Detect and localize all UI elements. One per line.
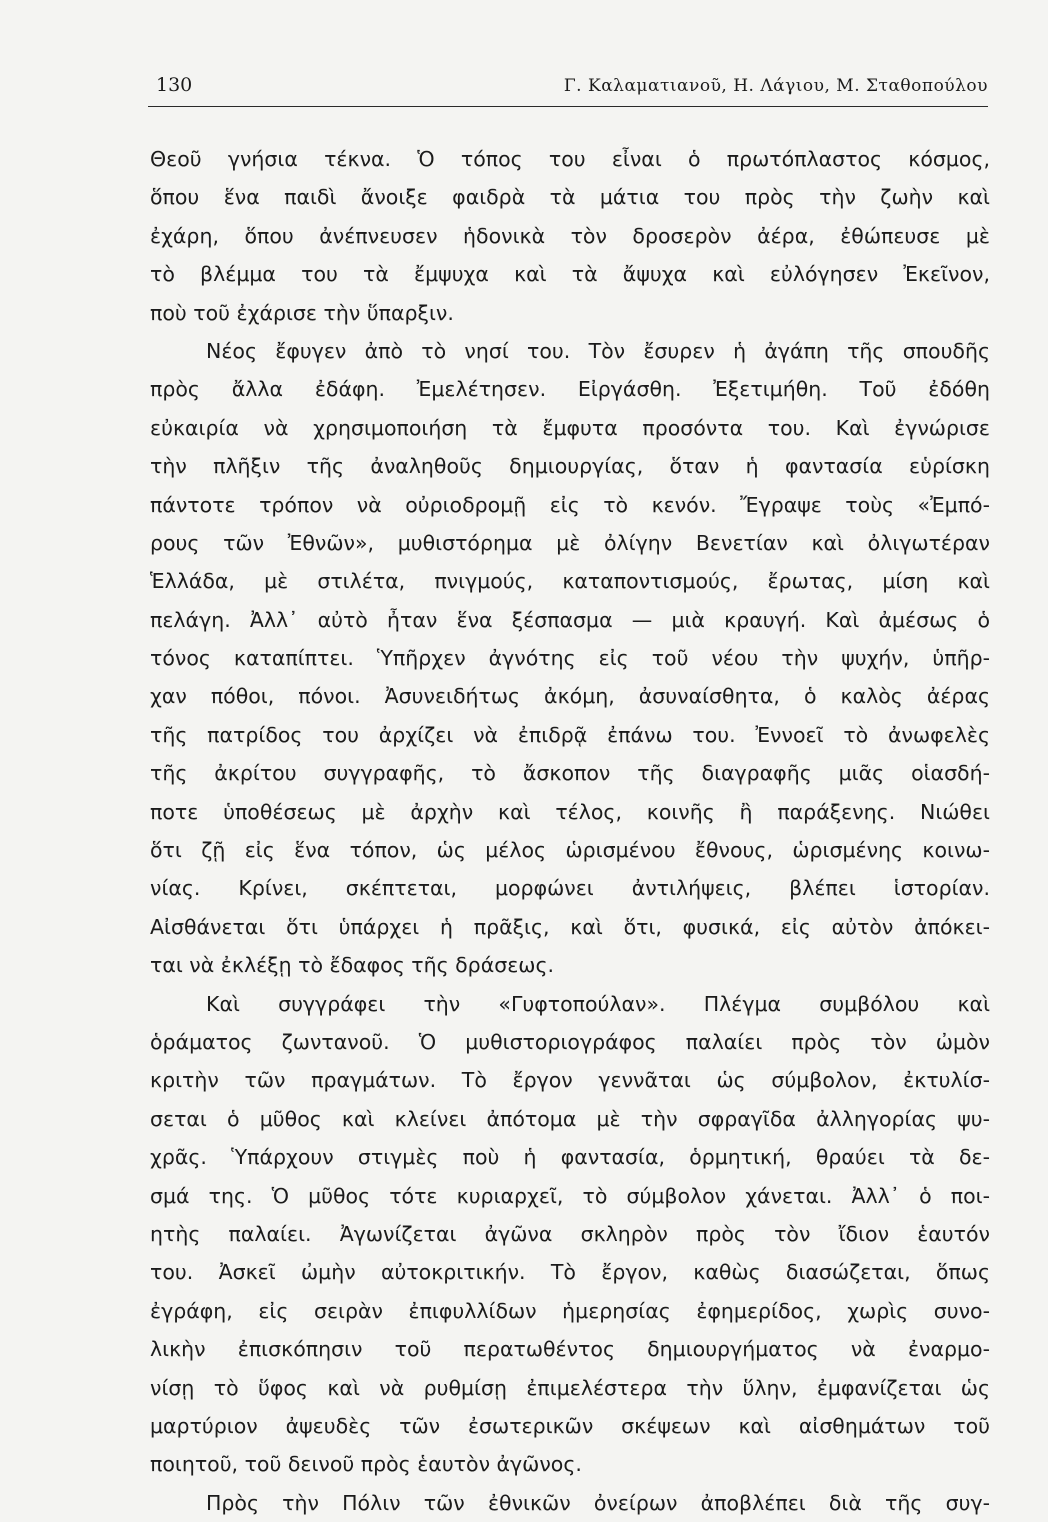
text-line: λικὴν ἐπισκόπησιν τοῦ περατωθέντος δημιουργήματος νὰ ἐναρμο-: [150, 1337, 990, 1362]
text-line: ποτε ὑποθέσεως μὲ ἀρχὴν καὶ τέλος, κοινῆς ἢ παράξενης. Νιώθει: [150, 799, 990, 824]
text-line: τῆς ἀκρίτου συγγραφῆς, τὸ ἄσκοπον τῆς διαγραφῆς μιᾶς οἱασδή-: [150, 761, 990, 786]
text-line: εὐκαιρία νὰ χρησιμοποιήση τὰ ἔμφυτα προσόντα του. Καὶ ἐγνώρισε: [150, 415, 990, 440]
text-line: Θεοῦ γνήσια τέκνα. Ὁ τόπος του εἶναι ὁ πρωτόπλαστος κόσμος,: [150, 147, 990, 171]
text-line: ἐγράφη, εἰς σειρὰν ἐπιφυλλίδων ἡμερησίας ἐφημερίδος, χωρὶς συνο-: [150, 1298, 990, 1323]
text-line: χαν πόθοι, πόνοι. Ἀσυνειδήτως ἀκόμη, ἀσυναίσθητα, ὁ καλὸς ἀέρας: [150, 684, 990, 709]
text-line: ὅτι ζῇ εἰς ἕνα τόπον, ὡς μέλος ὡρισμένου ἔθνους, ὡρισμένης κοινω-: [150, 838, 990, 863]
text-line: Καὶ συγγράφει τὴν «Γυφτοπούλαν». Πλέγμα συμβόλου καὶ: [206, 991, 990, 1016]
header-rule: [148, 106, 988, 107]
page-header: [148, 70, 988, 104]
text-line: σεται ὁ μῦθος καὶ κλείνει ἀπότομα μὲ τὴν σφραγῖδα ἀλληγορίας ψυ-: [150, 1106, 990, 1131]
text-line: μαρτύριον ἀψευδὲς τῶν ἐσωτερικῶν σκέψεων καὶ αἰσθημάτων τοῦ: [150, 1413, 990, 1438]
text-line: ται νὰ ἐκλέξῃ τὸ ἔδαφος τῆς δράσεως.: [150, 953, 554, 978]
text-line: τὸ βλέμμα του τὰ ἔμψυχα καὶ τὰ ἄψυχα καὶ εὐλόγησεν Ἐκεῖνον,: [150, 262, 990, 287]
text-line: πελάγη. Ἀλλ᾽ αὐτὸ ἦταν ἕνα ξέσπασμα — μιὰ κραυγή. Καὶ ἀμέσως ὁ: [150, 607, 990, 632]
text-line: κριτὴν τῶν πραγμάτων. Τὸ ἔργον γεννᾶται ὡς σύμβολον, ἐκτυλίσ-: [150, 1068, 990, 1093]
text-line: χρᾶς. Ὑπάρχουν στιγμὲς ποὺ ἡ φαντασία, ὁρμητική, θραύει τὰ δε-: [150, 1145, 990, 1170]
text-line: ὅπου ἕνα παιδὶ ἄνοιξε φαιδρὰ τὰ μάτια του πρὸς τὴν ζωὴν καὶ: [150, 185, 990, 210]
text-line: τόνος καταπίπτει. Ὑπῆρχεν ἀγνότης εἰς τοῦ νέου τὴν ψυχήν, ὑπῆρ-: [150, 646, 990, 671]
text-line: τῆς πατρίδος του ἀρχίζει νὰ ἐπιδρᾷ ἐπάνω του. Ἐννοεῖ τὸ ἀνωφελὲς: [150, 722, 990, 747]
text-line: Νέος ἔφυγεν ἀπὸ τὸ νησί του. Τὸν ἔσυρεν ἡ ἀγάπη τῆς σπουδῆς: [206, 338, 990, 363]
text-line: Αἰσθάνεται ὅτι ὑπάρχει ἡ πρᾶξις, καὶ ὅτι, φυσικά, εἰς αὐτὸν ἀπόκει-: [150, 914, 990, 939]
text-line: ρους τῶν Ἐθνῶν», μυθιστόρημα μὲ ὀλίγην Βενετίαν καὶ ὀλιγωτέραν: [150, 530, 990, 555]
text-line: τὴν πλῆξιν τῆς ἀναληθοῦς δημιουργίας, ὅταν ἡ φαντασία εὑρίσκη: [150, 454, 990, 479]
page-number: 130: [156, 74, 193, 96]
text-line: του. Ἀσκεῖ ὠμὴν αὐτοκριτικήν. Τὸ ἔργον, καθὼς διασώζεται, ὅπως: [150, 1260, 990, 1285]
text-line: Πρὸς τὴν Πόλιν τῶν ἐθνικῶν ὀνείρων ἀποβλέπει διὰ τῆς συγ-: [206, 1490, 990, 1515]
text-line: ποὺ τοῦ ἐχάρισε τὴν ὕπαρξιν.: [150, 300, 454, 325]
text-line: νίσῃ τὸ ὕφος καὶ νὰ ρυθμίσῃ ἐπιμελέστερα τὴν ὕλην, ἐμφανίζεται ὡς: [150, 1375, 990, 1400]
text-line: σμά της. Ὁ μῦθος τότε κυριαρχεῖ, τὸ σύμβολον χάνεται. Ἀλλ᾽ ὁ ποι-: [150, 1183, 990, 1208]
text-line: ποιητοῦ, τοῦ δεινοῦ πρὸς ἑαυτὸν ἀγῶνος.: [150, 1452, 582, 1477]
text-line: νίας. Κρίνει, σκέπτεται, μορφώνει ἀντιλήψεις, βλέπει ἱστορίαν.: [150, 876, 990, 901]
text-line: πρὸς ἄλλα ἐδάφη. Ἐμελέτησεν. Εἰργάσθη. Ἐξετιμήθη. Τοῦ ἐδόθη: [150, 377, 990, 402]
text-line: Ἑλλάδα, μὲ στιλέτα, πνιγμούς, καταποντισμούς, ἔρωτας, μίση καὶ: [150, 569, 990, 594]
text-line: ὁράματος ζωντανοῦ. Ὁ μυθιστοριογράφος παλαίει πρὸς τὸν ὠμὸν: [150, 1029, 990, 1054]
body-text: [150, 140, 990, 1522]
text-line: ητὴς παλαίει. Ἀγωνίζεται ἀγῶνα σκληρὸν πρὸς τὸν ἴδιον ἑαυτόν: [150, 1221, 990, 1246]
running-head: Γ. Καλαματιανοῦ, Η. Λάγιου, Μ. Σταθοπούλου: [563, 76, 988, 96]
text-line: πάντοτε τρόπον νὰ οὐριοδρομῇ εἰς τὸ κενόν. Ἔγραψε τοὺς «Ἐμπό-: [150, 492, 990, 517]
text-line: ἐχάρη, ὅπου ἀνέπνευσεν ἡδονικὰ τὸν δροσερὸν ἀέρα, ἐθώπευσε μὲ: [150, 223, 990, 248]
